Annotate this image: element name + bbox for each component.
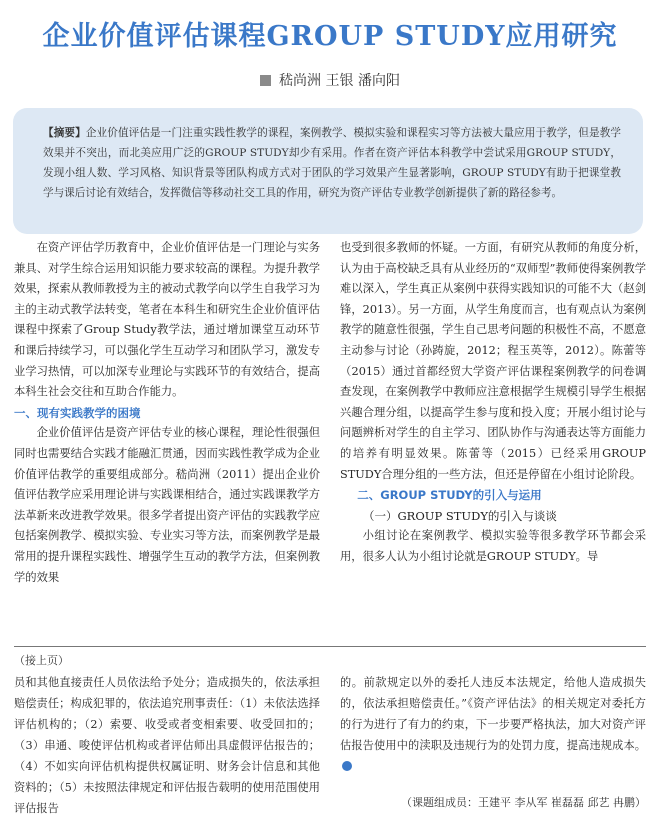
abstract-box: [13, 108, 643, 234]
section-heading: 二、GROUP STUDY的引入与运用: [357, 488, 542, 503]
continued-right-column: [340, 672, 646, 777]
paragraph: [340, 672, 646, 777]
paragraph: 小组讨论在案例教学、模拟实验等很多教学环节都会采用，很多人认为小组讨论就是GROUP STUDY。导: [340, 529, 646, 563]
paragraph: 员和其他直接责任人员依法给予处分；造成损失的，依法承担赔偿责任；构成犯罪的，依法追究刑事责任：（1）未依法选择评估机构的；（2）索要、收受或者变相索要、收受回扣的；（3）串通、唆使评估机构或者评估师出具虚假评估报告的；（4）不如实向评估机构提供权属证明、财务会计信息和其他资料的；（5）未按照法律规定和评估报告载明的使用范围使用评估报告: [14, 676, 320, 815]
author-marker-icon: [260, 75, 271, 86]
credits-line: （课题组成员：王建平 李从军 崔磊磊 邱艺 冉鹏）: [401, 796, 646, 809]
author-line: [0, 70, 660, 90]
end-mark-icon: [342, 761, 352, 771]
subsection-heading: （一）GROUP STUDY的引入与谈谈: [363, 508, 557, 523]
paragraph-text: 的。前款规定以外的委托人违反本法规定，给他人造成损失的，依法承担赔偿责任。”《资产评估法》的相关规定对委托方的行为进行了有力的约束，下一步要严格执法，加大对资产评估报告使用中的渎职及违规行为的处罚力度，提高违规成本。: [340, 676, 646, 752]
left-column: [14, 238, 320, 588]
right-column: [340, 238, 646, 568]
paragraph: 企业价值评估是资产评估专业的核心课程，理论性很强但同时也需要结合实践才能融汇贯通，因而实践性教学成为企业价值评估教学的重要组成部分。嵇尚洲（2011）提出企业价值评估教学应采用理论讲与实践课相结合，通过实践课教学方法革新来改进教学效果。很多学者提出资产评估的实践教学应包括案例教学、模拟实验、专业实习等方法，而案例教学是最常用的提升课程实践性、增强学生互动的教学方法，但案例教学的效果: [14, 426, 320, 584]
page-divider: [14, 646, 646, 647]
authors: 嵇尚洲 王银 潘向阳: [279, 73, 400, 89]
abstract-label: 【摘要】: [43, 127, 86, 139]
abstract-text: 企业价值评估是一门注重实践性教学的课程，案例教学、模拟实验和课程实习等方法被大量应用于教学，但是教学效果并不突出，而北美应用广泛的GROUP STUDY却少有采用。作者在资产评估本科教学中尝试采用GROUP STUDY，发现小组人数、学习风格、知识背景等团队构成方式对于团队的学习效果产生显著影响，GROUP STUDY有助于把课堂教学与课后讨论有效结合，发挥微信等移动社交工具的作用，研究为资产评估专业教学创新提供了新的路径参考。: [43, 127, 622, 199]
continued-left-column: [14, 672, 320, 819]
section-heading: 一、现有实践教学的困境: [14, 405, 141, 420]
paragraph: 也受到很多教师的怀疑。一方面，有研究从教师的角度分析，认为由于高校缺乏具有从业经历的“双师型”教师使得案例教学难以深入，学生真正从案例中获得实践知识的可能不大（赵剑锋，2013）。另一方面，从学生角度而言，也有观点认为案例教学的随意性很强，学生自己思考问题的积极性不高，不愿意主动参与讨论（孙踌旋，2012；程玉英等，2012）。陈蕾等（2015）通过首都经贸大学资产评估课程案例教学的问卷调查发现，在案例教学中教师应注意根据学生规模引导学生根据兴趣合理分组，以提高学生参与度和投入度；开展小组讨论与问题辨析对学生的自主学习、团队协作与沟通表达等方面能力的培养有明显效果。陈蕾等（2015）已经采用GROUP STUDY合理分组的一些方法，但还是停留在小组讨论阶段。: [340, 241, 646, 481]
continuation-label: （接上页）: [14, 654, 69, 667]
paragraph: 在资产评估学历教育中，企业价值评估是一门理论与实务兼具、对学生综合运用知识能力要求较高的课程。为提升教学效果，探索从教师教授为主的被动式教学向以学生自我学习为主的主动式教学法转变，笔者在本科生和研究生企业价值评估课程中探索了Group Study教学法，通过增加课堂互动环节和课后持续学习，可以强化学生互动学习和团队学习，激发专业学习热情，可以加深专业理论与实践环节的有效结合，提高本科生社会交往和互助合作能力。: [14, 241, 320, 399]
article-title: 企业价值评估课程GROUP STUDY应用研究: [42, 21, 618, 52]
